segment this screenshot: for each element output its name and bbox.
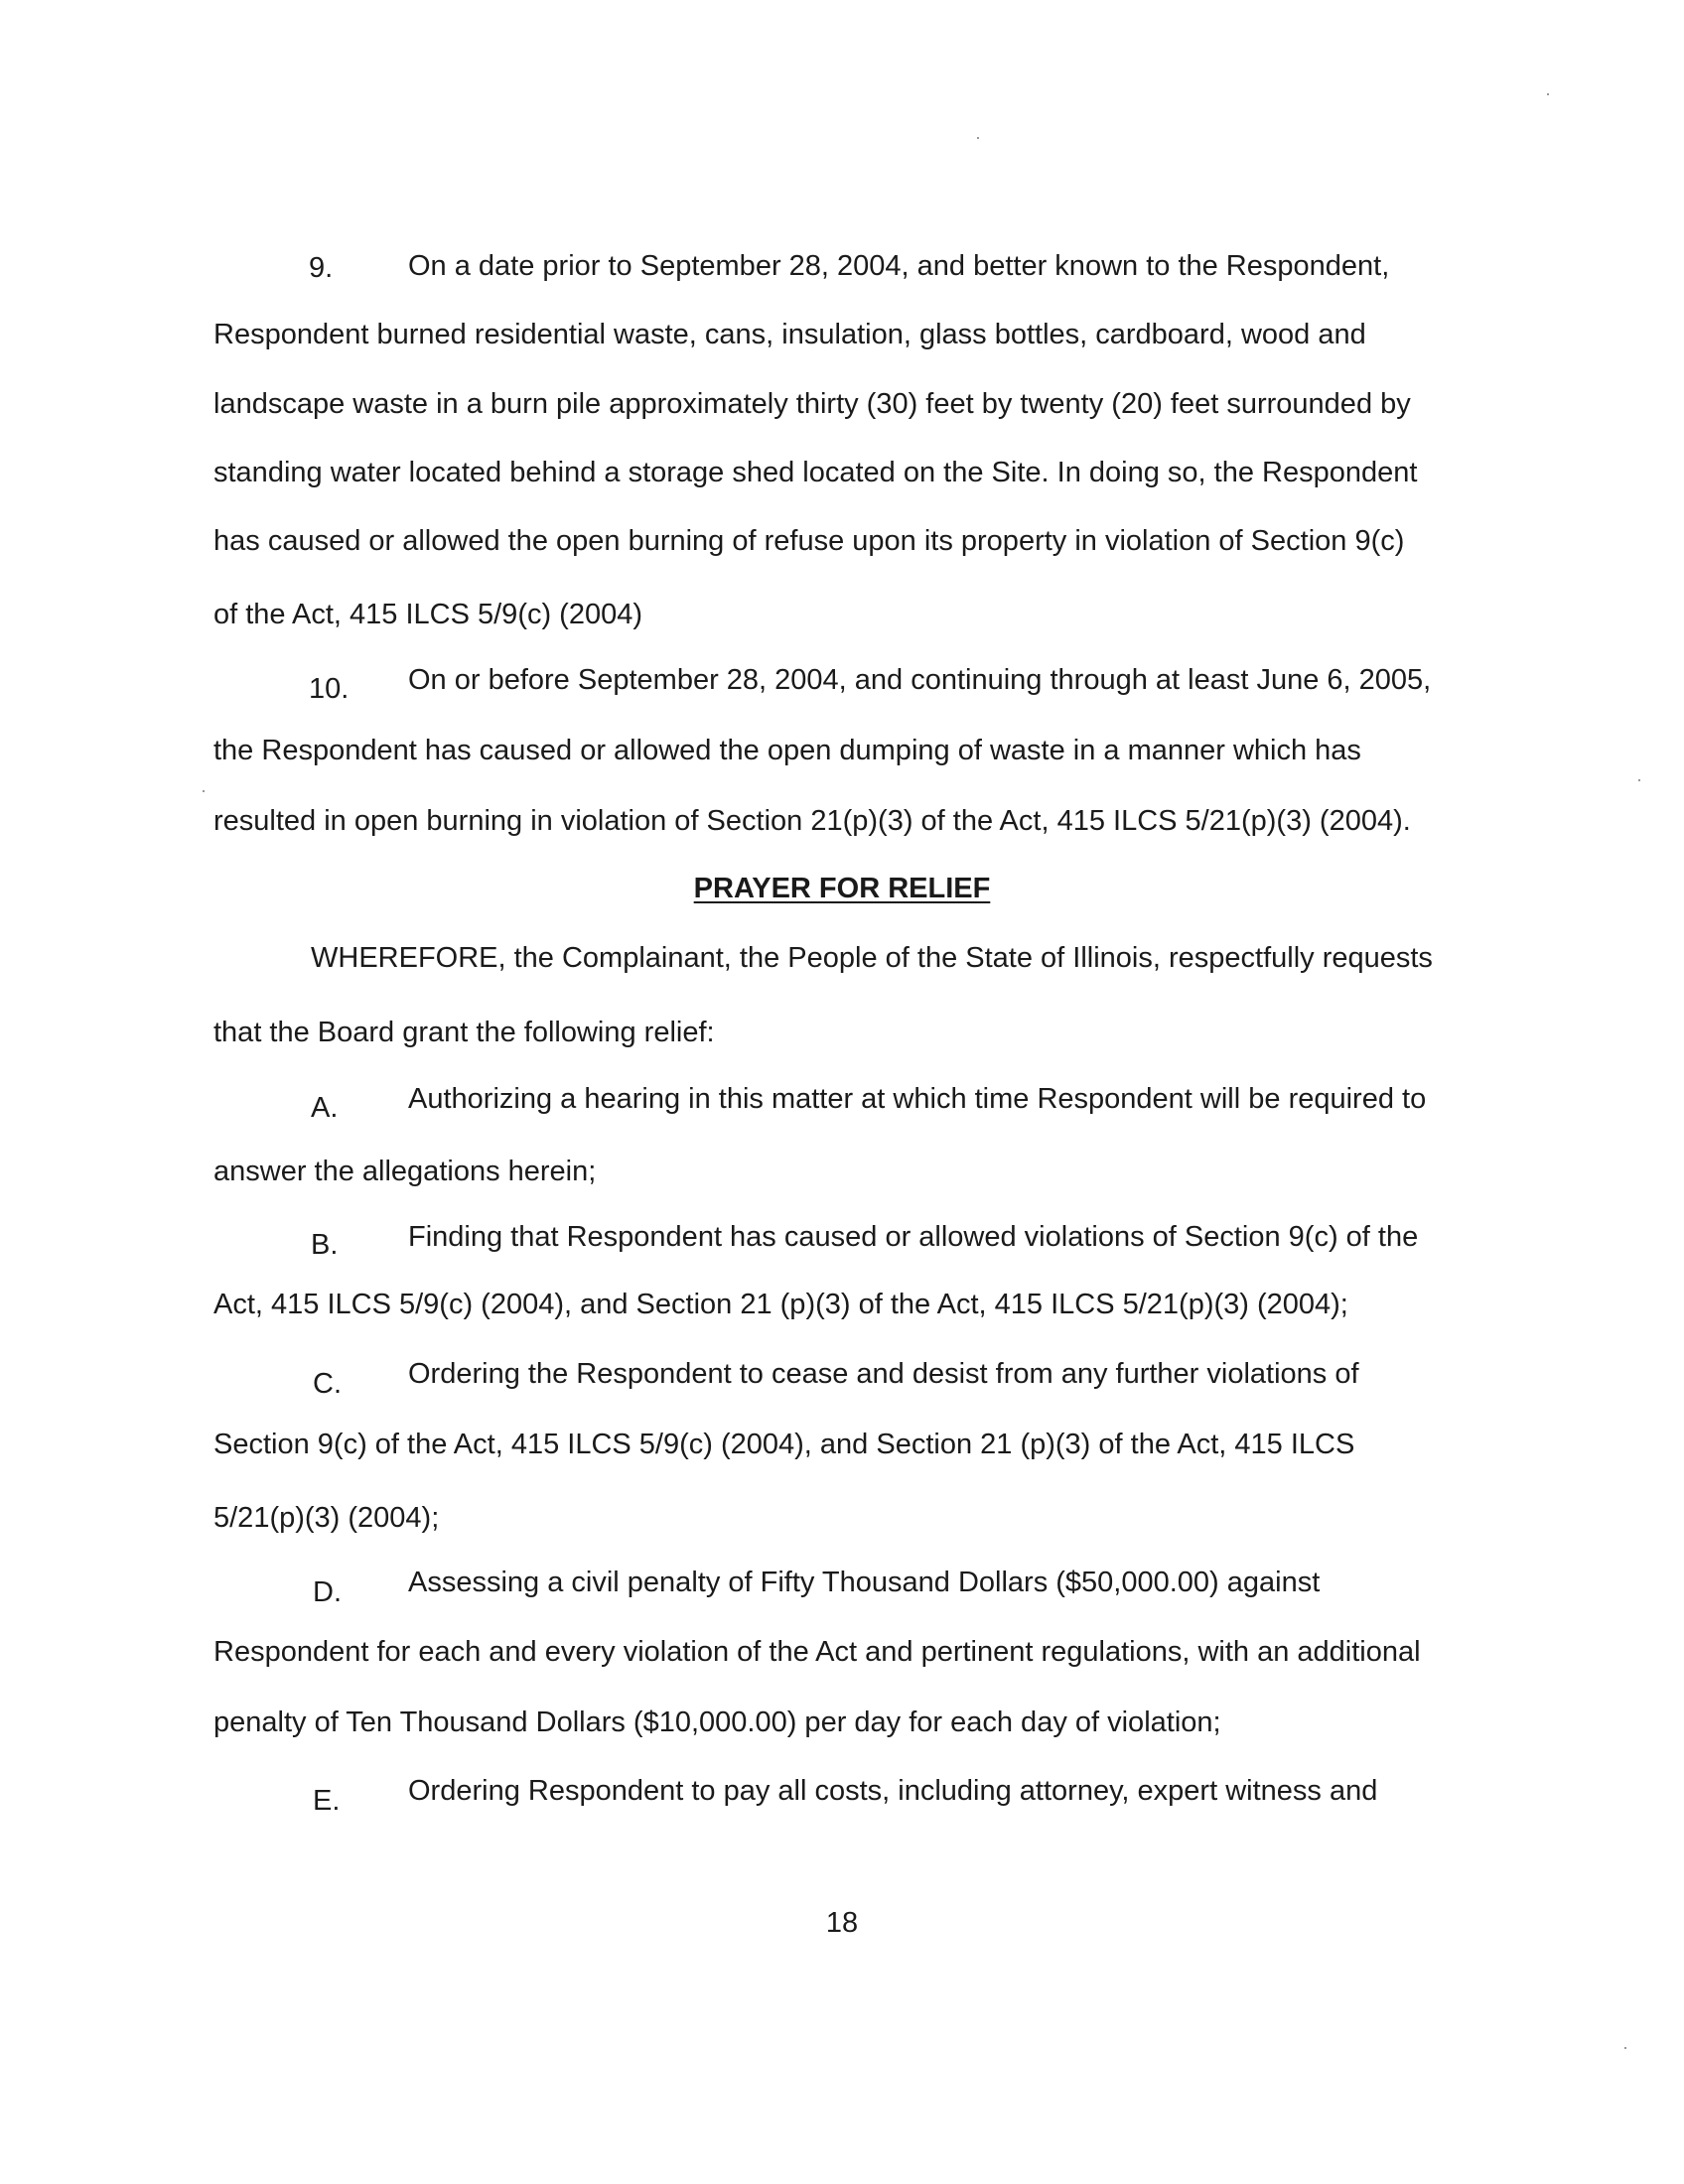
item-letter: E. (313, 1785, 341, 1817)
scan-speck (203, 790, 205, 792)
paragraph-line: Section 9(c) of the Act, 415 ILCS 5/9(c) (2004), and Section 21 (p)(3) of the Act, 415 ILCS (213, 1429, 1355, 1460)
paragraph-line: Authorizing a hearing in this matter at which time Respondent will be required to (408, 1083, 1427, 1115)
paragraph-line: standing water located behind a storage shed located on the Site. In doing so, the Respondent (213, 457, 1418, 488)
paragraph-line: 5/21(p)(3) (2004); (213, 1502, 440, 1534)
paragraph-line: Ordering the Respondent to cease and desist from any further violations of (408, 1358, 1359, 1390)
paragraph-line: that the Board grant the following relief: (213, 1017, 715, 1048)
paragraph-line: resulted in open burning in violation of Section 21(p)(3) of the Act, 415 ILCS 5/21(p)(3) (2004). (213, 805, 1411, 837)
item-letter: D. (313, 1576, 342, 1608)
scan-speck (977, 137, 979, 139)
paragraph-line: landscape waste in a burn pile approximately thirty (30) feet by twenty (20) feet surrounded by (213, 388, 1411, 420)
paragraph-line: has caused or allowed the open burning of refuse upon its property in violation of Section 9(c) (213, 525, 1405, 557)
paragraph-line: On a date prior to September 28, 2004, and better known to the Respondent, (408, 250, 1390, 282)
item-letter: A. (311, 1092, 339, 1124)
paragraph-line: On or before September 28, 2004, and continuing through at least June 6, 2005, (408, 664, 1432, 696)
scan-speck (1638, 779, 1640, 781)
paragraph-number: 9. (309, 252, 334, 284)
paragraph-line: of the Act, 415 ILCS 5/9(c) (2004) (213, 599, 643, 630)
paragraph-line: Ordering Respondent to pay all costs, including attorney, expert witness and (408, 1775, 1378, 1807)
scan-speck (1624, 2047, 1626, 2049)
paragraph-line: penalty of Ten Thousand Dollars ($10,000.00) per day for each day of violation; (213, 1706, 1221, 1738)
section-heading: PRAYER FOR RELIEF (693, 873, 991, 904)
paragraph-line: Respondent for each and every violation of the Act and pertinent regulations, with an additional (213, 1636, 1421, 1668)
item-letter: B. (311, 1229, 339, 1261)
paragraph-line: the Respondent has caused or allowed the open dumping of waste in a manner which has (213, 735, 1361, 766)
paragraph-line: WHEREFORE, the Complainant, the People of the State of Illinois, respectfully requests (311, 942, 1433, 974)
paragraph-line: Act, 415 ILCS 5/9(c) (2004), and Section 21 (p)(3) of the Act, 415 ILCS 5/21(p)(3) (2004); (213, 1289, 1348, 1320)
paragraph-line: Assessing a civil penalty of Fifty Thousand Dollars ($50,000.00) against (408, 1567, 1321, 1598)
paragraph-number: 10. (309, 673, 350, 705)
paragraph-line: answer the allegations herein; (213, 1156, 597, 1187)
page-number: 18 (825, 1907, 859, 1939)
paragraph-line: Respondent burned residential waste, cans, insulation, glass bottles, cardboard, wood and (213, 319, 1366, 350)
scan-speck (1547, 93, 1549, 95)
paragraph-line: Finding that Respondent has caused or allowed violations of Section 9(c) of the (408, 1221, 1419, 1253)
item-letter: C. (313, 1368, 342, 1400)
